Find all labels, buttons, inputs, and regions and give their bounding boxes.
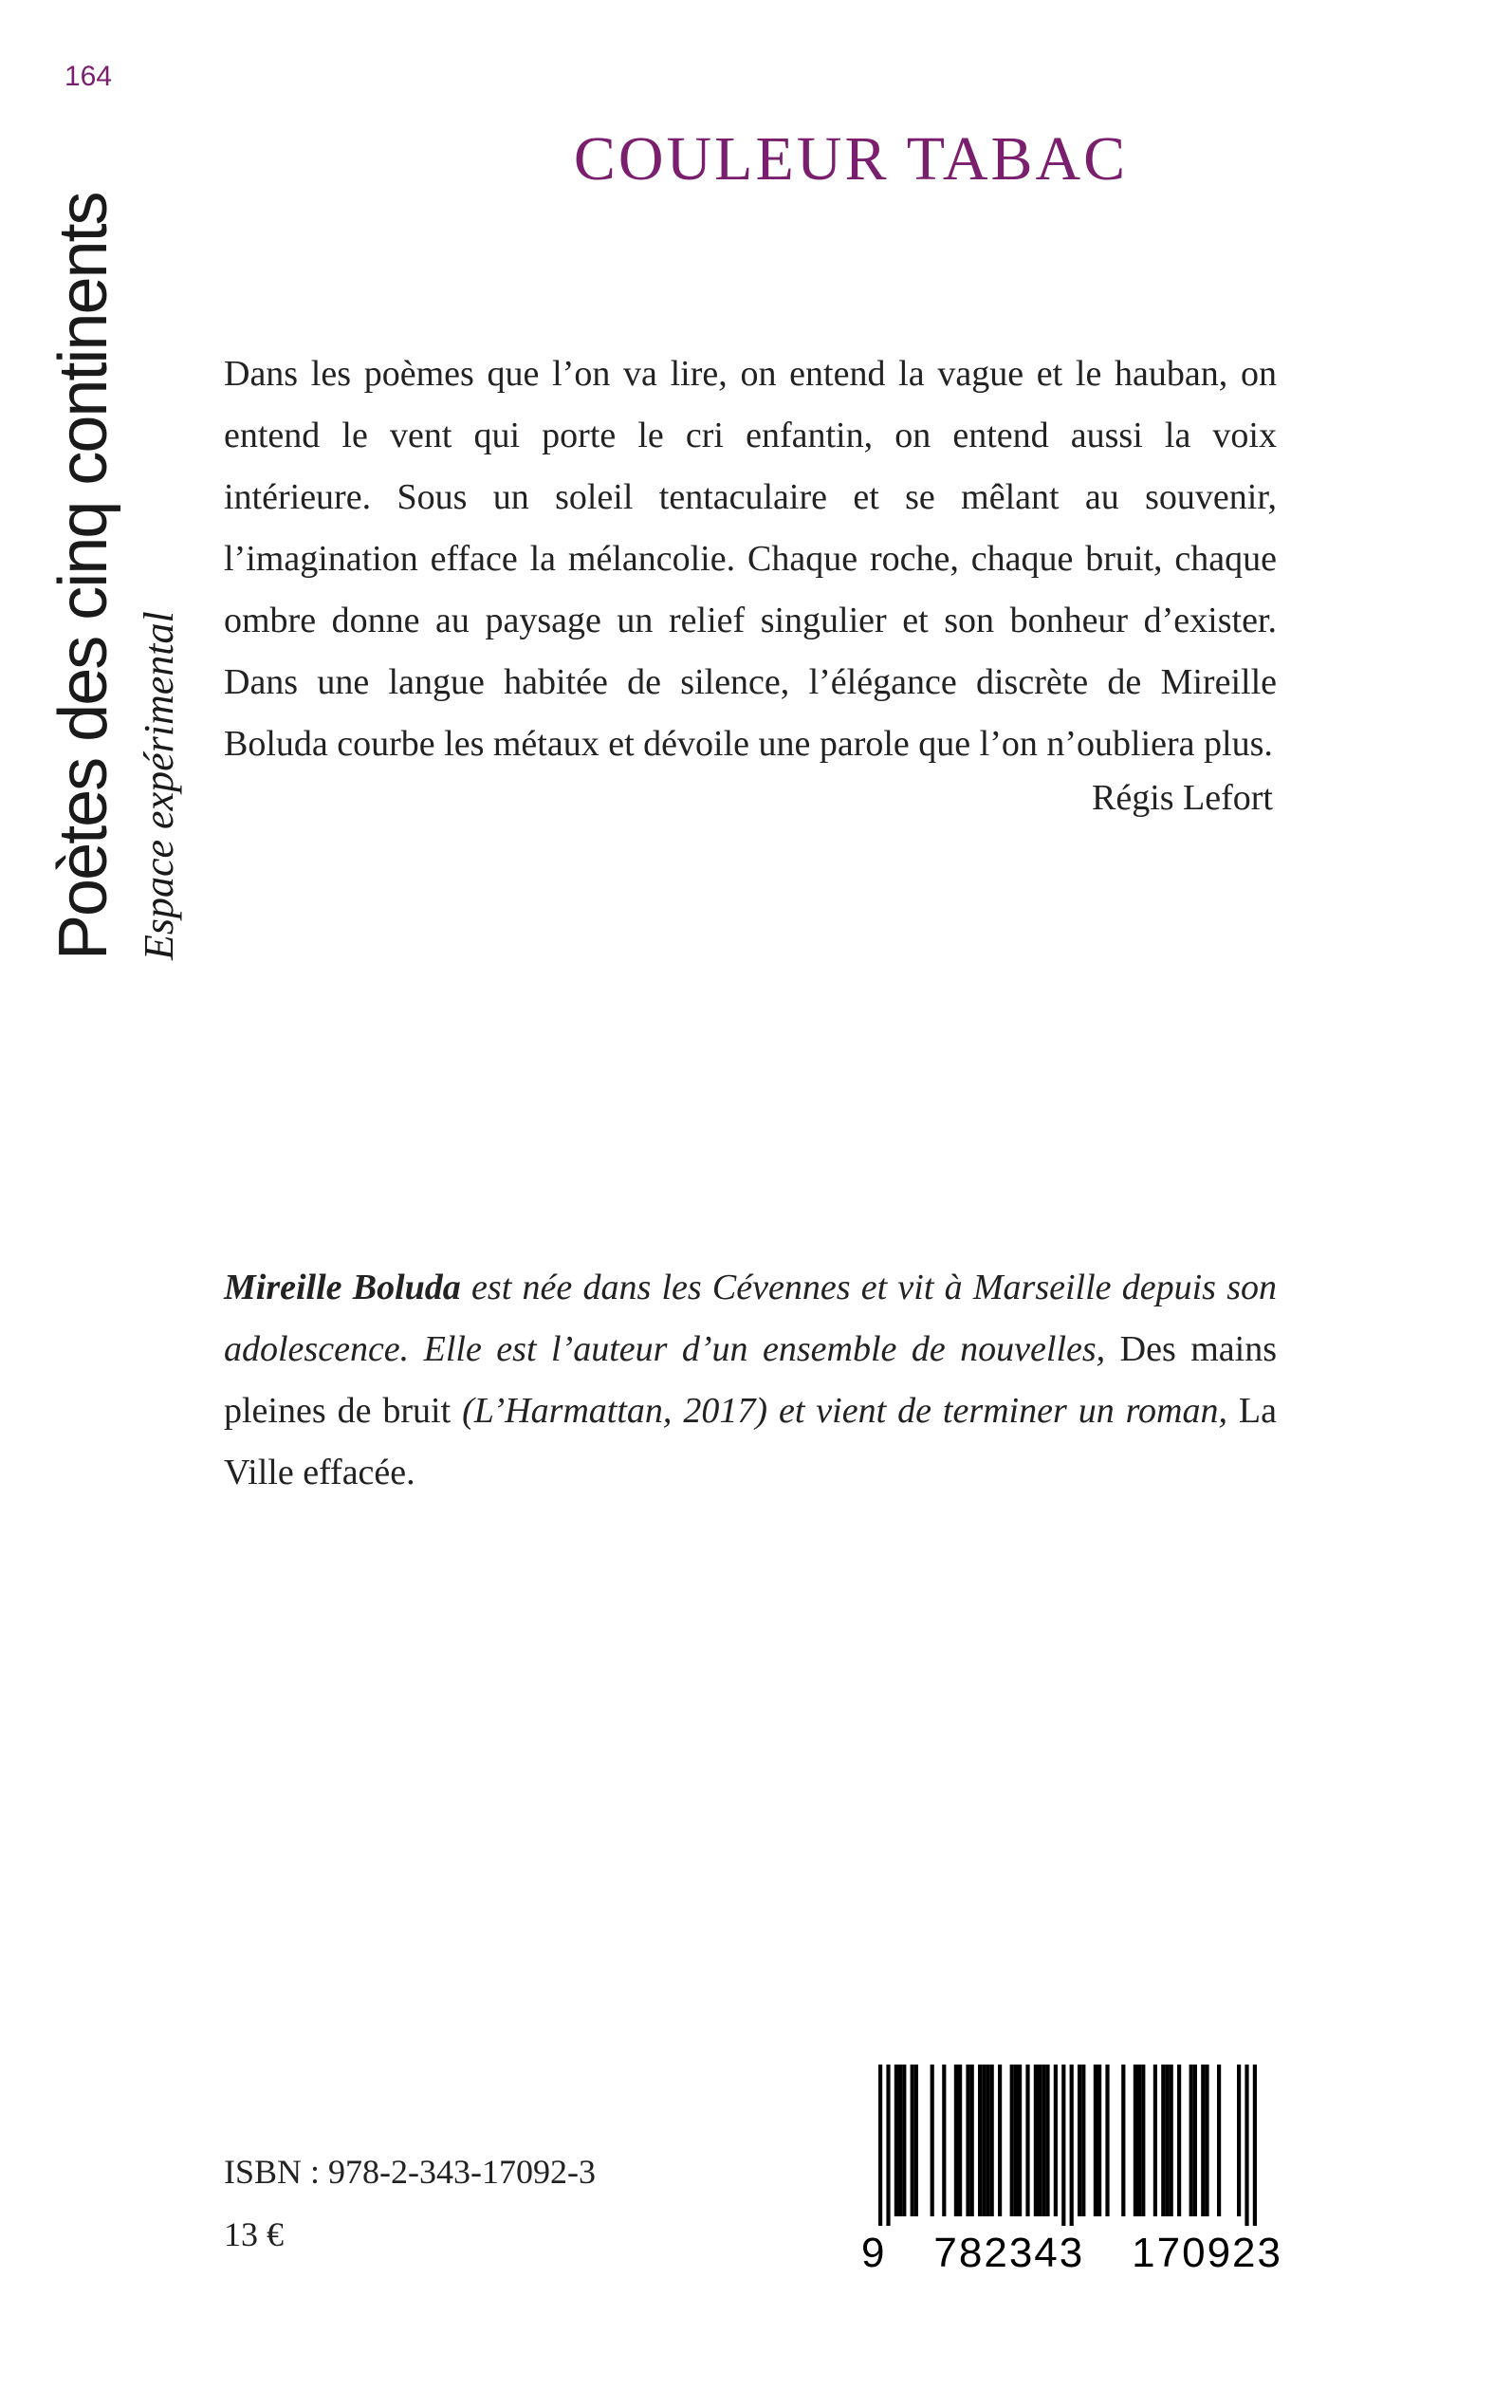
barcode-bar bbox=[1045, 2065, 1049, 2216]
bio-book-2: La Ville effacée. bbox=[224, 1391, 1277, 1492]
barcode-bar bbox=[1105, 2065, 1109, 2216]
barcode-bar bbox=[1042, 2065, 1045, 2216]
barcode-bar bbox=[1153, 2065, 1157, 2216]
isbn-label: ISBN : 978-2-343-17092-3 bbox=[224, 2153, 596, 2191]
barcode-bar bbox=[958, 2065, 962, 2216]
series-subtitle: Espace expérimental bbox=[136, 611, 182, 960]
barcode-bar bbox=[1165, 2065, 1169, 2216]
barcode-bar bbox=[1081, 2065, 1085, 2216]
barcode-bar bbox=[911, 2065, 914, 2216]
barcode-bar bbox=[1237, 2065, 1241, 2216]
barcode-bar bbox=[902, 2065, 906, 2216]
barcode-bar bbox=[1070, 2065, 1074, 2226]
series-number: 164 bbox=[65, 61, 113, 92]
barcode-digit-group: 170923 bbox=[1132, 2230, 1282, 2276]
bio-text-2: (L’Harmattan, 2017) et vient de terminer un roman, bbox=[451, 1391, 1239, 1431]
barcode-bar bbox=[978, 2065, 982, 2216]
barcode-bars bbox=[861, 2065, 1282, 2226]
barcode-bar bbox=[1177, 2065, 1181, 2216]
barcode-bar bbox=[1189, 2065, 1193, 2216]
barcode-bar bbox=[1121, 2065, 1125, 2216]
barcode-digit-group: 9 bbox=[861, 2230, 887, 2276]
barcode-bar bbox=[1253, 2065, 1257, 2226]
barcode-bar bbox=[898, 2065, 902, 2216]
barcode-bar bbox=[1018, 2065, 1022, 2216]
barcode-bar bbox=[998, 2065, 1002, 2216]
price-label: 13 € bbox=[224, 2215, 284, 2253]
barcode-bar bbox=[970, 2065, 974, 2216]
barcode-bar bbox=[1170, 2065, 1173, 2216]
barcode-bar bbox=[1034, 2065, 1038, 2216]
series-title: Poètes des cinq continents bbox=[46, 193, 121, 960]
barcode-bar bbox=[1193, 2065, 1197, 2216]
barcode-bar bbox=[886, 2065, 890, 2226]
barcode-bar bbox=[990, 2065, 994, 2216]
barcode-bar bbox=[986, 2065, 989, 2216]
barcode-bar bbox=[1097, 2065, 1101, 2216]
barcode-bar bbox=[878, 2065, 882, 2226]
barcode-bar bbox=[1038, 2065, 1042, 2216]
barcode-digits bbox=[861, 2230, 1282, 2277]
series-spine bbox=[47, 125, 228, 960]
barcode-bar bbox=[894, 2065, 898, 2216]
barcode-bar bbox=[1054, 2065, 1058, 2216]
barcode-digit-group: 782343 bbox=[933, 2230, 1085, 2276]
barcode-bar bbox=[1217, 2065, 1221, 2216]
barcode-bar bbox=[982, 2065, 986, 2216]
barcode-bar bbox=[931, 2065, 934, 2216]
barcode-bar bbox=[1141, 2065, 1145, 2216]
barcode-bar bbox=[1078, 2065, 1081, 2216]
barcode bbox=[861, 2065, 1282, 2288]
barcode-bar bbox=[914, 2065, 918, 2216]
blurb-text: Dans les poèmes que l’on va lire, on entend la vague et le hauban, on entend le vent qui porte le cri enfantin, on entend aussi la voix intérieure. Sous un soleil tentaculaire et se mêlant au souvenir, l’imagination efface la mélancolie. Chaque roche, chaque bruit, chaque ombre donne au paysage un relief singulier et son bonheur d’exister. Dans une langue habitée de silence, l’élégance discrète de Mireille Boluda courbe les métaux et dévoile une parole que l’on n’oubliera plus. bbox=[224, 354, 1277, 764]
barcode-bar bbox=[942, 2065, 946, 2216]
barcode-bar bbox=[1161, 2065, 1165, 2216]
barcode-bar bbox=[1134, 2065, 1137, 2216]
author-bio bbox=[224, 1257, 1277, 1504]
barcode-bar bbox=[1201, 2065, 1205, 2216]
barcode-bar bbox=[1245, 2065, 1248, 2226]
barcode-bar bbox=[1205, 2065, 1208, 2216]
barcode-bar bbox=[1010, 2065, 1014, 2216]
barcode-bar bbox=[966, 2065, 969, 2216]
bio-book-1: Des mains pleines de bruit bbox=[224, 1329, 1277, 1431]
barcode-bar bbox=[954, 2065, 958, 2216]
barcode-bar bbox=[1025, 2065, 1029, 2216]
blurb-signature: Régis Lefort bbox=[1091, 778, 1273, 818]
barcode-bar bbox=[1061, 2065, 1065, 2226]
bio-text-1: est née dans les Cévennes et vit à Marseille depuis son adolescence. Elle est l’auteur d’un ensemble de nouvelles, bbox=[224, 1268, 1277, 1369]
barcode-bar bbox=[1014, 2065, 1018, 2216]
barcode-bar bbox=[1094, 2065, 1097, 2216]
bio-author-name: Mireille Boluda bbox=[224, 1268, 461, 1307]
book-title: COULEUR TABAC bbox=[573, 124, 1129, 194]
barcode-bar bbox=[1137, 2065, 1141, 2216]
